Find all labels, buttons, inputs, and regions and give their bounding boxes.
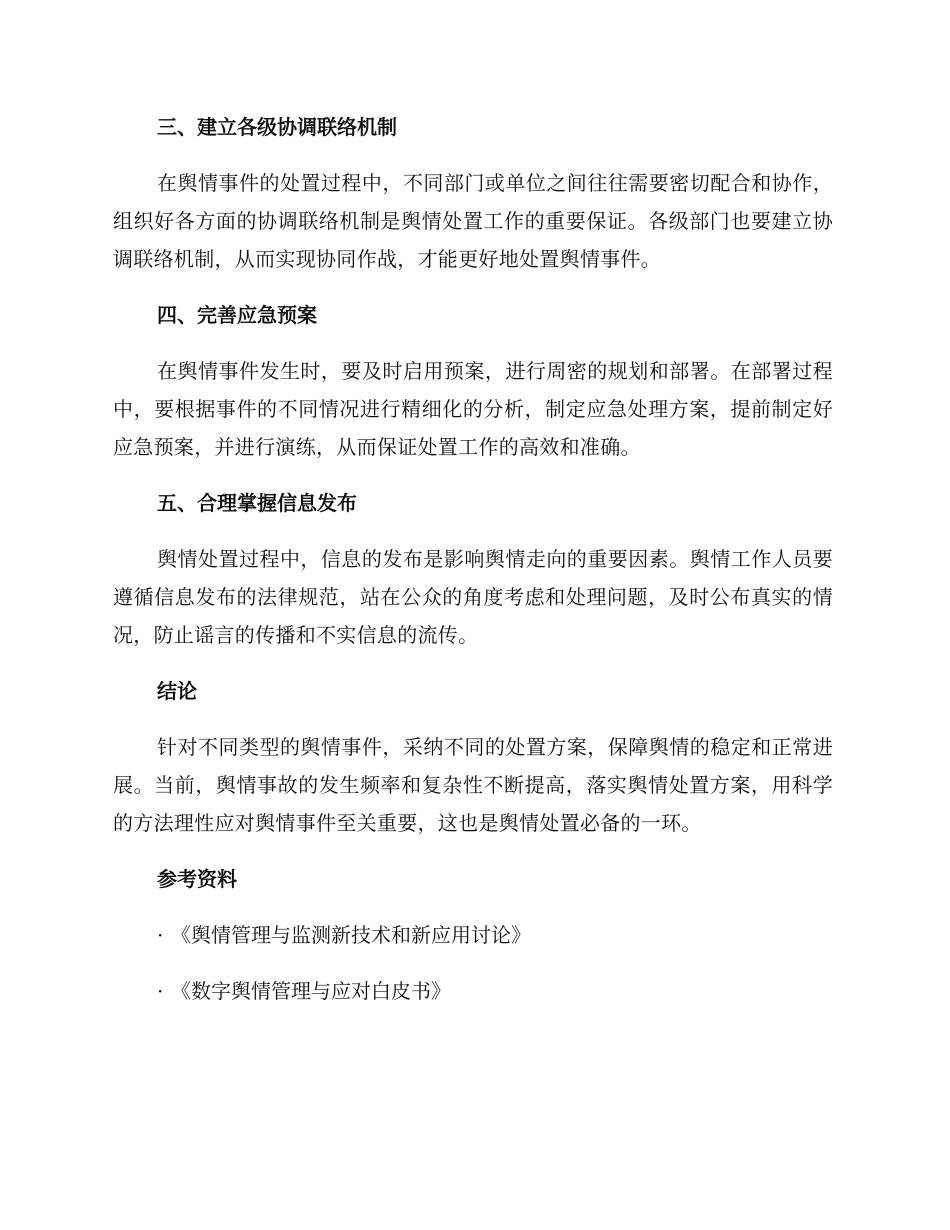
section-paragraph-coordination: 在舆情事件的处置过程中，不同部门或单位之间往往需要密切配合和协作，组织好各方面的协调联络机制是舆情处置工作的重要保证。各级部门也要建立协调联络机制，从而实现协同作战，才能更好地处置舆情事件。 xyxy=(113,171,833,271)
reference-title: 《数字舆情管理与应对白皮书》 xyxy=(171,979,451,1003)
bullet-icon: · xyxy=(157,923,164,947)
section-paragraph-info-release: 舆情处置过程中，信息的发布是影响舆情走向的重要因素。舆情工作人员要遵循信息发布的法律规范，站在公众的角度考虑和处理问题，及时公布真实的情况，防止谣言的传播和不实信息的流传。 xyxy=(113,547,833,647)
section-heading-coordination: 三、建立各级协调联络机制 xyxy=(157,115,397,139)
section-paragraph-conclusion: 针对不同类型的舆情事件，采纳不同的处置方案，保障舆情的稳定和正常进展。当前，舆情事故的发生频率和复杂性不断提高，落实舆情处置方案，用科学的方法理性应对舆情事件至关重要，这也是舆情处置必备的一环。 xyxy=(113,735,833,835)
section-heading-conclusion: 结论 xyxy=(157,679,197,703)
document-body xyxy=(113,108,833,1028)
section-heading-emergency-plan: 四、完善应急预案 xyxy=(157,303,317,327)
reference-item xyxy=(113,972,833,1010)
reference-item xyxy=(113,916,833,954)
references-heading: 参考资料 xyxy=(157,867,237,891)
bullet-icon: · xyxy=(157,979,164,1003)
references-list xyxy=(113,916,833,1010)
section-paragraph-emergency-plan: 在舆情事件发生时，要及时启用预案，进行周密的规划和部署。在部署过程中，要根据事件的不同情况进行精细化的分析，制定应急处理方案，提前制定好应急预案，并进行演练，从而保证处置工作的高效和准确。 xyxy=(113,359,833,459)
section-heading-info-release: 五、合理掌握信息发布 xyxy=(157,491,357,515)
reference-title: 《舆情管理与监测新技术和新应用讨论》 xyxy=(171,923,531,947)
